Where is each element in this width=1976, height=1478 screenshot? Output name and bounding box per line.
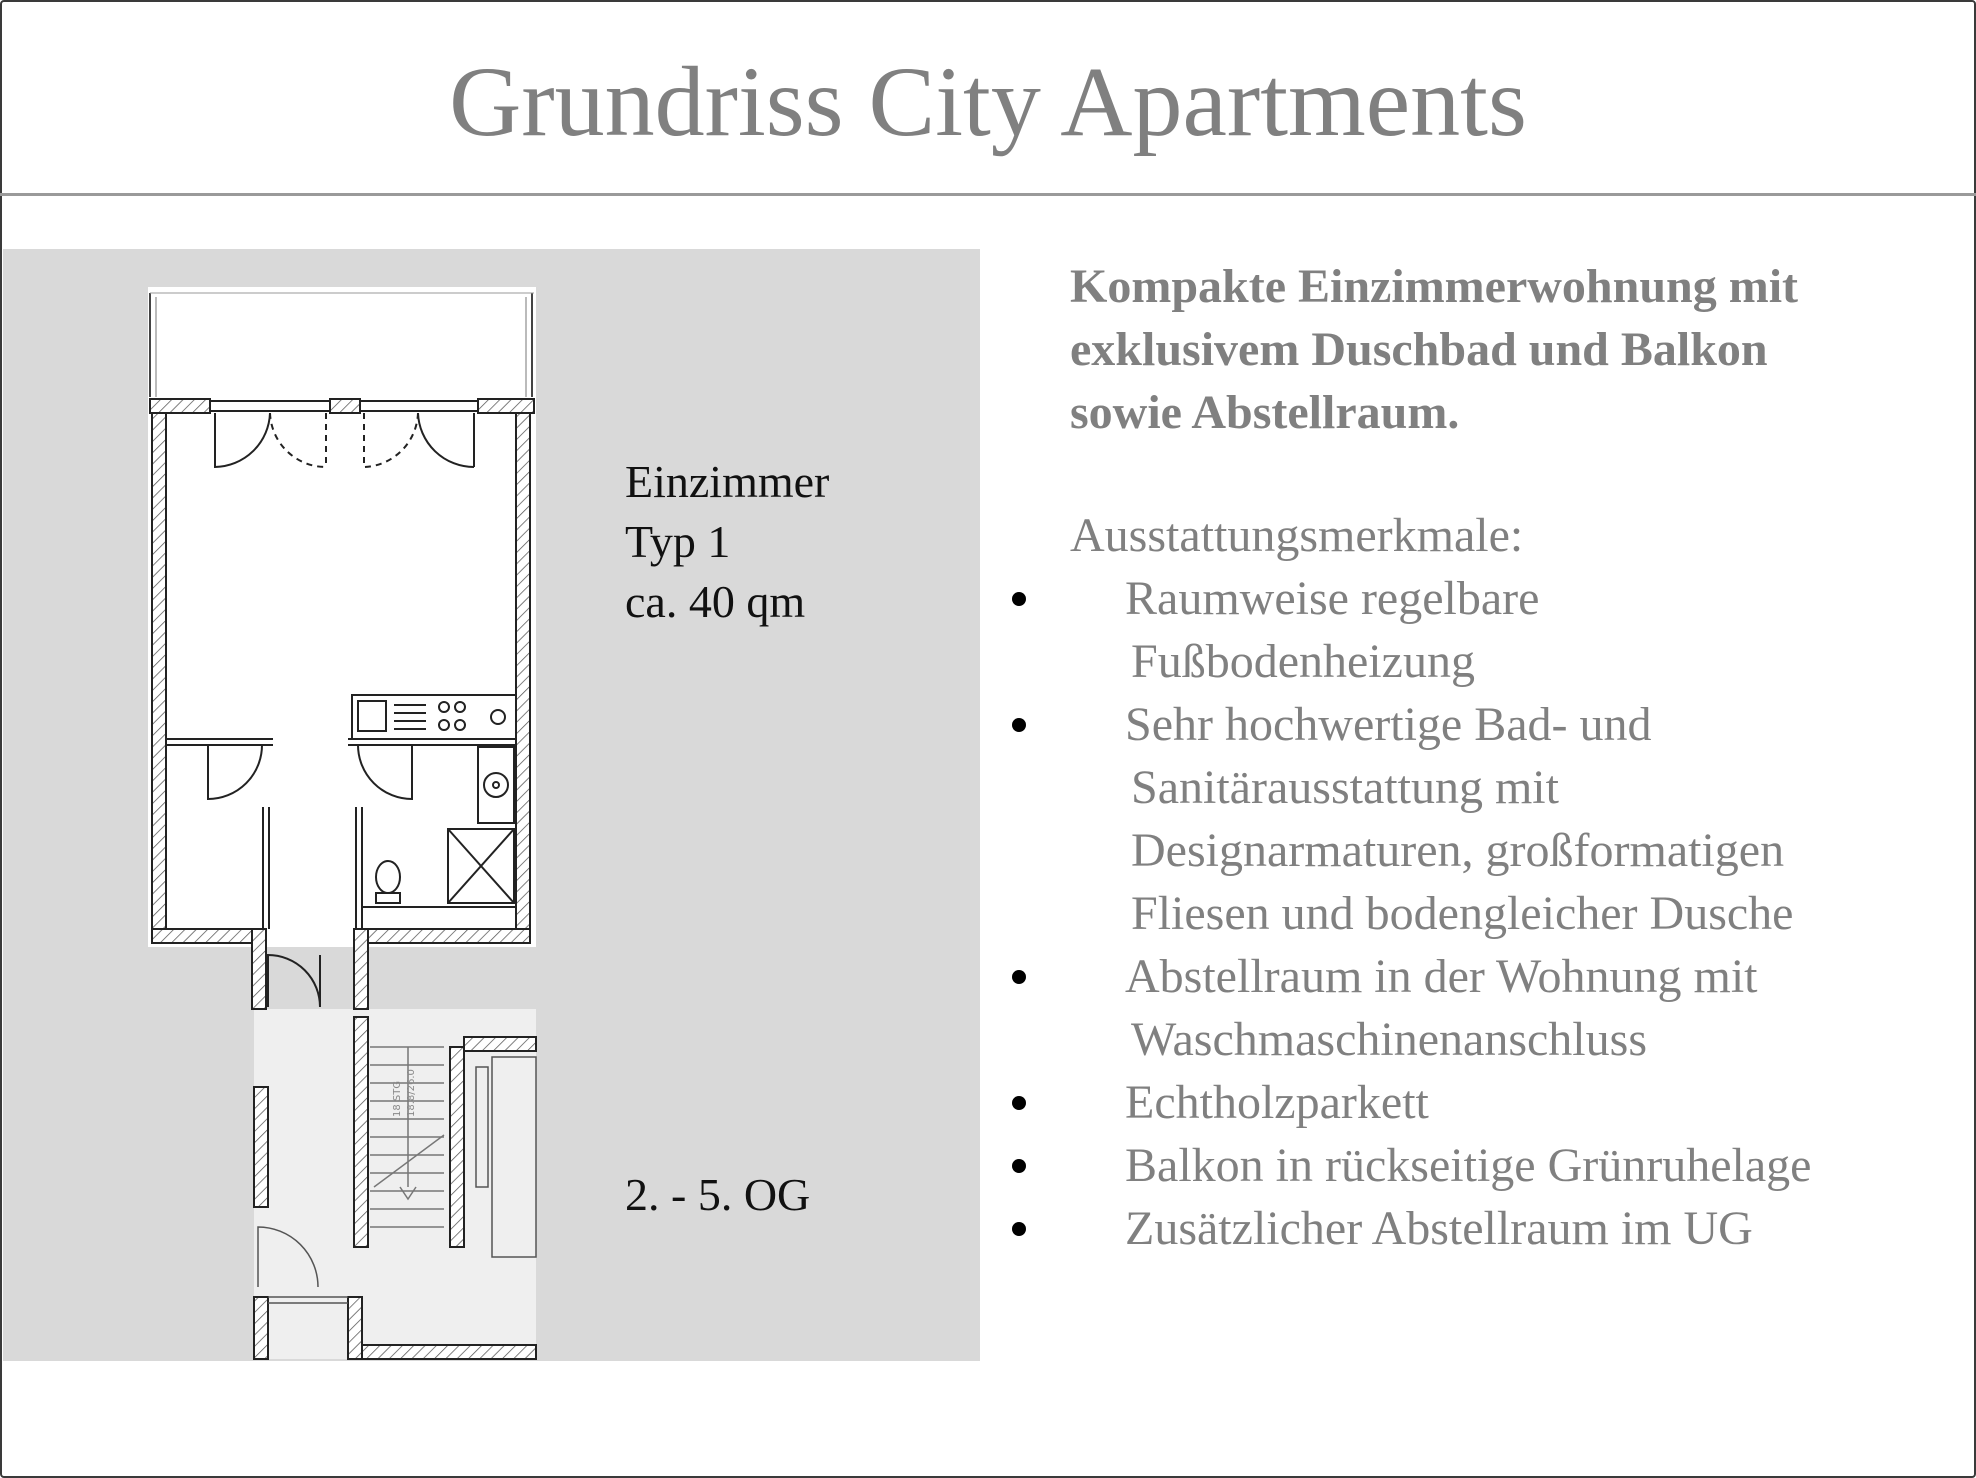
floor-label: 2. - 5. OG xyxy=(625,1169,811,1220)
feature-item xyxy=(1070,945,1950,1071)
unit-size: ca. 40 qm xyxy=(625,576,806,627)
bullet-icon xyxy=(1012,592,1026,606)
description xyxy=(1070,255,1950,1260)
stair-label-steps: 18 STG xyxy=(392,1080,403,1117)
bullet-icon xyxy=(1012,970,1026,984)
unit-variant: Typ 1 xyxy=(625,516,731,567)
bullet-icon xyxy=(1012,1096,1026,1110)
headline xyxy=(1070,255,1950,444)
feature-line: Zusätzlicher Abstellraum im UG xyxy=(1125,1202,1753,1255)
floor-plan-drawing xyxy=(148,287,538,1362)
floor-plan-panel xyxy=(3,249,980,1361)
unit-type: Einzimmer xyxy=(625,456,830,507)
feature-line: Sehr hochwertige Bad- und xyxy=(1125,698,1652,751)
features-title: Ausstattungsmerkmale: xyxy=(1070,509,1524,562)
stair-label-dims: 18.8/26.0 xyxy=(406,1069,417,1117)
feature-item xyxy=(1070,567,1950,693)
feature-line: Fußbodenheizung xyxy=(1131,635,1475,688)
title-divider xyxy=(0,193,1976,196)
feature-line: Raumweise regelbare xyxy=(1125,572,1540,625)
feature-line: Sanitärausstattung mit xyxy=(1131,761,1559,814)
page-title: Grundriss City Apartments xyxy=(449,46,1527,157)
bullet-icon xyxy=(1012,1222,1026,1236)
feature-item xyxy=(1070,1134,1950,1197)
feature-item xyxy=(1070,693,1950,945)
bullet-icon xyxy=(1012,1159,1026,1173)
feature-item xyxy=(1070,1071,1950,1134)
feature-line: Fliesen und bodengleicher Dusche xyxy=(1131,887,1794,940)
feature-line: Balkon in rückseitige Grünruhelage xyxy=(1125,1139,1812,1192)
feature-line: Waschmaschinenanschluss xyxy=(1131,1013,1647,1066)
unit-info xyxy=(625,452,829,632)
stairwell-area xyxy=(254,1009,536,1359)
feature-line: Abstellraum in der Wohnung mit xyxy=(1125,950,1758,1003)
feature-item xyxy=(1070,1197,1950,1260)
feature-line: Echtholzparkett xyxy=(1125,1076,1429,1129)
features-list xyxy=(1070,567,1950,1260)
headline-line: Kompakte Einzimmerwohnung mit xyxy=(1070,260,1799,313)
feature-line: Designarmaturen, großformatigen xyxy=(1131,824,1785,877)
bullet-icon xyxy=(1012,718,1026,732)
headline-line: sowie Abstellraum. xyxy=(1070,386,1460,439)
apartment-area xyxy=(148,287,536,947)
headline-line: exklusivem Duschbad und Balkon xyxy=(1070,323,1768,376)
